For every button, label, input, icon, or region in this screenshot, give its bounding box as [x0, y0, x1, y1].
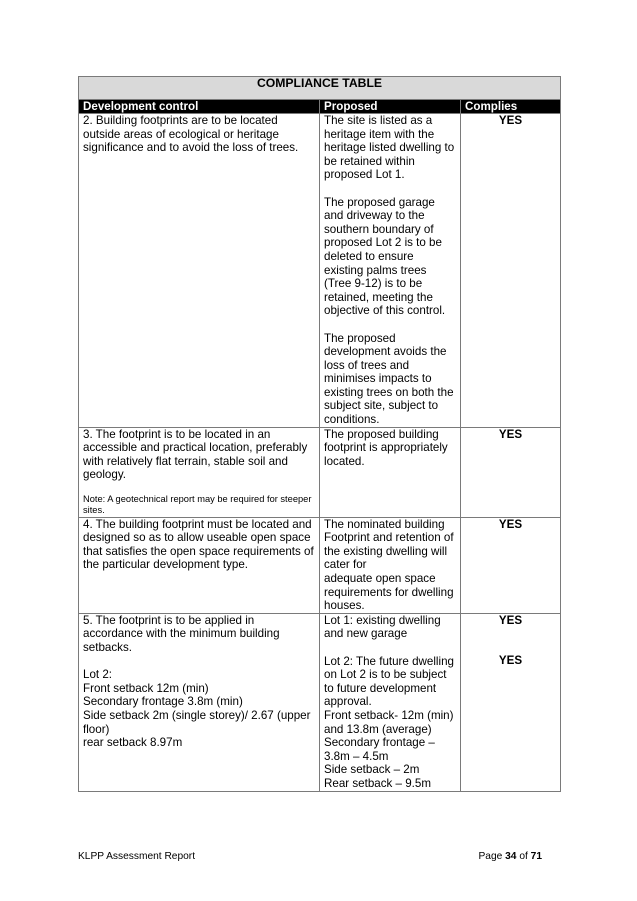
proposed-cell — [320, 114, 461, 428]
footer-page-total: 71 — [530, 851, 542, 862]
table-row — [79, 427, 561, 517]
table-title: COMPLIANCE TABLE — [79, 77, 561, 100]
proposed-cell — [320, 517, 461, 613]
control-cell — [79, 114, 320, 428]
control-text: 5. The footprint is to be applied in accordance with the minimum building setbacks. — [83, 613, 280, 654]
control-cell — [79, 427, 320, 517]
control-text: 4. The building footprint must be located and designed so as to allow useable open space that satisfies the open space requirements of the particular development type. — [83, 517, 314, 572]
control-text: 2. Building footprints are to be located outside areas of ecological or heritage significance and to avoid the loss of trees. — [83, 114, 299, 155]
proposed-text: Lot 2: The future dwelling on Lot 2 is to be subject to future development approval. Front setback- 12m (min) and 13.8m (average) Secondary frontage – 3.8m – 4.5m Side setback – 2m Rear setback – 9.5m — [324, 654, 454, 790]
control-text: 3. The footprint is to be located in an accessible and practical location, preferably with relatively flat terrain, stable soil and geology. — [83, 427, 308, 482]
proposed-text: The proposed building footprint is appropriately located. — [324, 427, 448, 468]
control-detail: Lot 2: Front setback 12m (min) Secondary frontage 3.8m (min) Side setback 2m (single storey)/ 2.67 (upper floor) rear setback 8.97m — [83, 668, 311, 750]
compliance-table — [78, 76, 561, 792]
footer-page-of: of — [516, 851, 531, 862]
table-row — [79, 114, 561, 428]
proposed-cell — [320, 427, 461, 517]
control-cell — [79, 613, 320, 791]
complies-value: YES — [498, 613, 523, 627]
footer-page-number — [479, 851, 542, 862]
control-note: Note: A geotechnical report may be required for steeper sites. — [83, 494, 312, 516]
header-proposed: Proposed — [320, 100, 461, 114]
complies-cell: YES — [461, 427, 561, 517]
footer-page-current: 34 — [505, 851, 517, 862]
table-row — [79, 517, 561, 613]
complies-cell: YES — [461, 114, 561, 428]
proposed-text: The nominated building Footprint and retention of the existing dwelling will cater for adequate open space requirements for dwelling houses. — [324, 517, 454, 613]
table-title-row — [79, 77, 561, 100]
control-cell — [79, 517, 320, 613]
header-development-control: Development control — [79, 100, 320, 114]
footer-report-name: KLPP Assessment Report — [78, 851, 196, 862]
complies-value-lot2: YES — [498, 654, 523, 668]
complies-cell: YES — [461, 517, 561, 613]
proposed-cell — [320, 613, 461, 791]
proposed-text: The proposed garage and driveway to the southern boundary of proposed Lot 2 is to be deleted to ensure existing palms trees (Tree 9-12) is to be retained, meeting the objective of this control. — [324, 195, 446, 318]
complies-cell — [461, 613, 561, 791]
proposed-text: The site is listed as a heritage item with the heritage listed dwelling to be retained within proposed Lot 1. — [324, 114, 455, 182]
table-header-row — [79, 100, 561, 114]
proposed-text: The proposed development avoids the loss of trees and minimises impacts to existing trees on both the subject site, subject to conditions. — [324, 331, 454, 427]
proposed-text: Lot 1: existing dwelling and new garage — [324, 613, 441, 641]
footer-page-prefix: Page — [478, 851, 506, 862]
header-complies: Complies — [461, 100, 561, 114]
table-row — [79, 613, 561, 791]
